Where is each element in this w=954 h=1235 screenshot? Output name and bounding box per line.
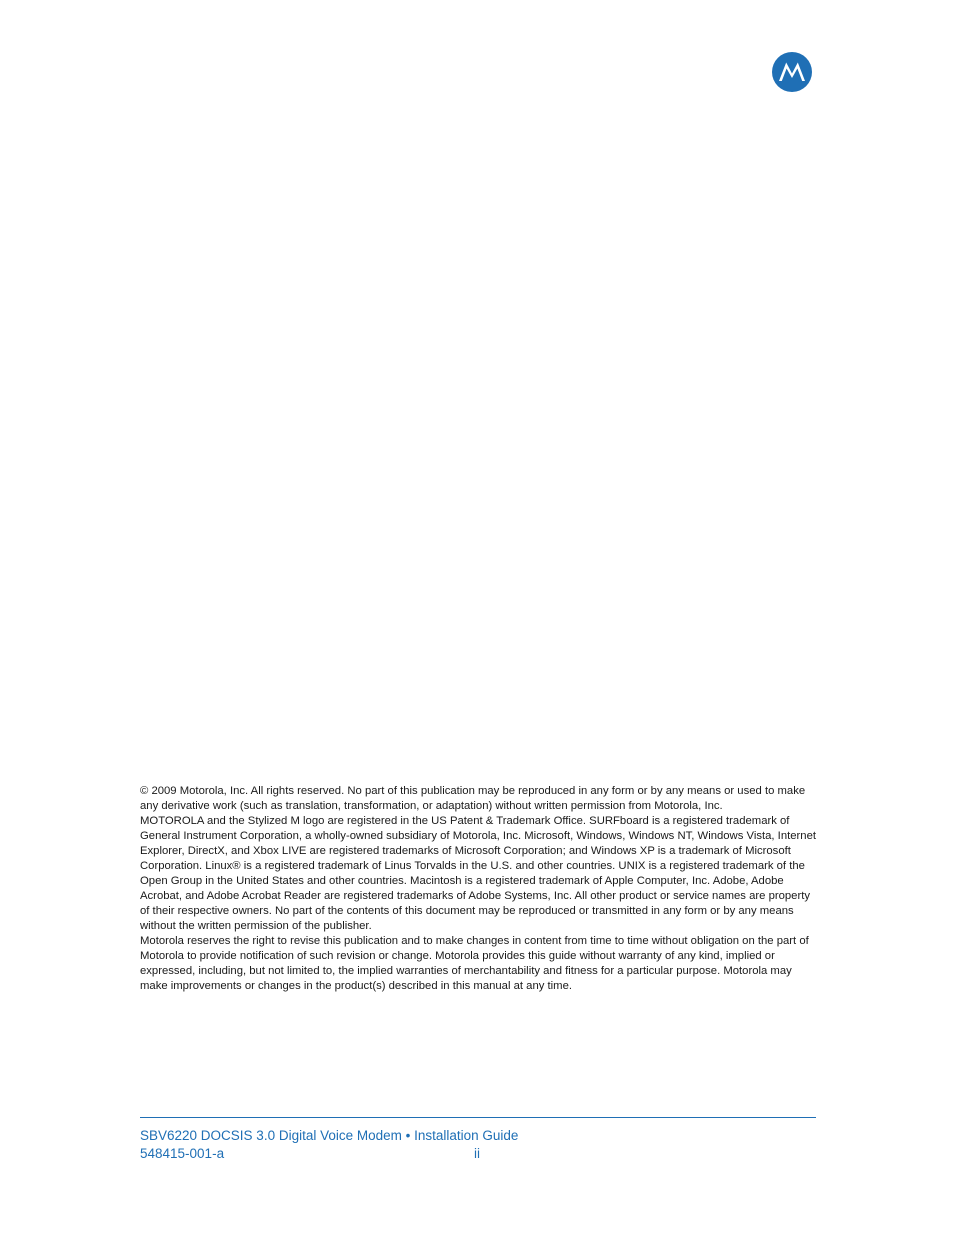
motorola-logo-icon <box>772 52 812 92</box>
trademark-paragraph: MOTOROLA and the Stylized M logo are registered in the US Patent & Trademark Office. SURFboard is a registered trademark of General Instrument Corporation, a wholly-owned subsidiary of Motorola, Inc. Microsoft, Windows, Windows NT, Windows Vista, Internet Explorer, DirectX, and Xbox LIVE are registered trademarks of Microsoft Corporation; and Windows XP is a trademark of Microsoft Corporation. Linux® is a registered trademark of Linus Torvalds in the U.S. and other countries. UNIX is a registered trademark of the Open Group in the United States and other countries. Macintosh is a registered trademark of Apple Computer, Inc. Adobe, Adobe Acrobat, and Adobe Acrobat Reader are registered trademarks of Adobe Systems, Inc. All other product or service names are property of their respective owners. No part of the contents of this document may be reproduced or transmitted in any form or by any means without the written permission of the publisher. <box>140 815 816 932</box>
footer-document-number: 548415-001-a <box>140 1146 225 1161</box>
footer-page-number: ii <box>474 1146 480 1161</box>
legal-notice <box>140 784 816 994</box>
disclaimer-paragraph: Motorola reserves the right to revise this publication and to make changes in content from time to time without obligation on the part of Motorola to provide notification of such revision or change. Motorola provides this guide without warranty of any kind, implied or expressed, including, but not limited to, the implied warranties of merchantability and fitness for a particular purpose. Motorola may make improvements or changes in the product(s) described in this manual at any time. <box>140 935 809 992</box>
footer-document-title: SBV6220 DOCSIS 3.0 Digital Voice Modem • Installation Guide <box>140 1128 519 1143</box>
motorola-batwing-logo-icon <box>772 52 812 92</box>
footer-divider <box>140 1117 816 1118</box>
copyright-paragraph: © 2009 Motorola, Inc. All rights reserved. No part of this publication may be reproduced in any form or by any means or used to make any derivative work (such as translation, transformation, or adaptation) without written permission from Motorola, Inc. <box>140 785 806 812</box>
